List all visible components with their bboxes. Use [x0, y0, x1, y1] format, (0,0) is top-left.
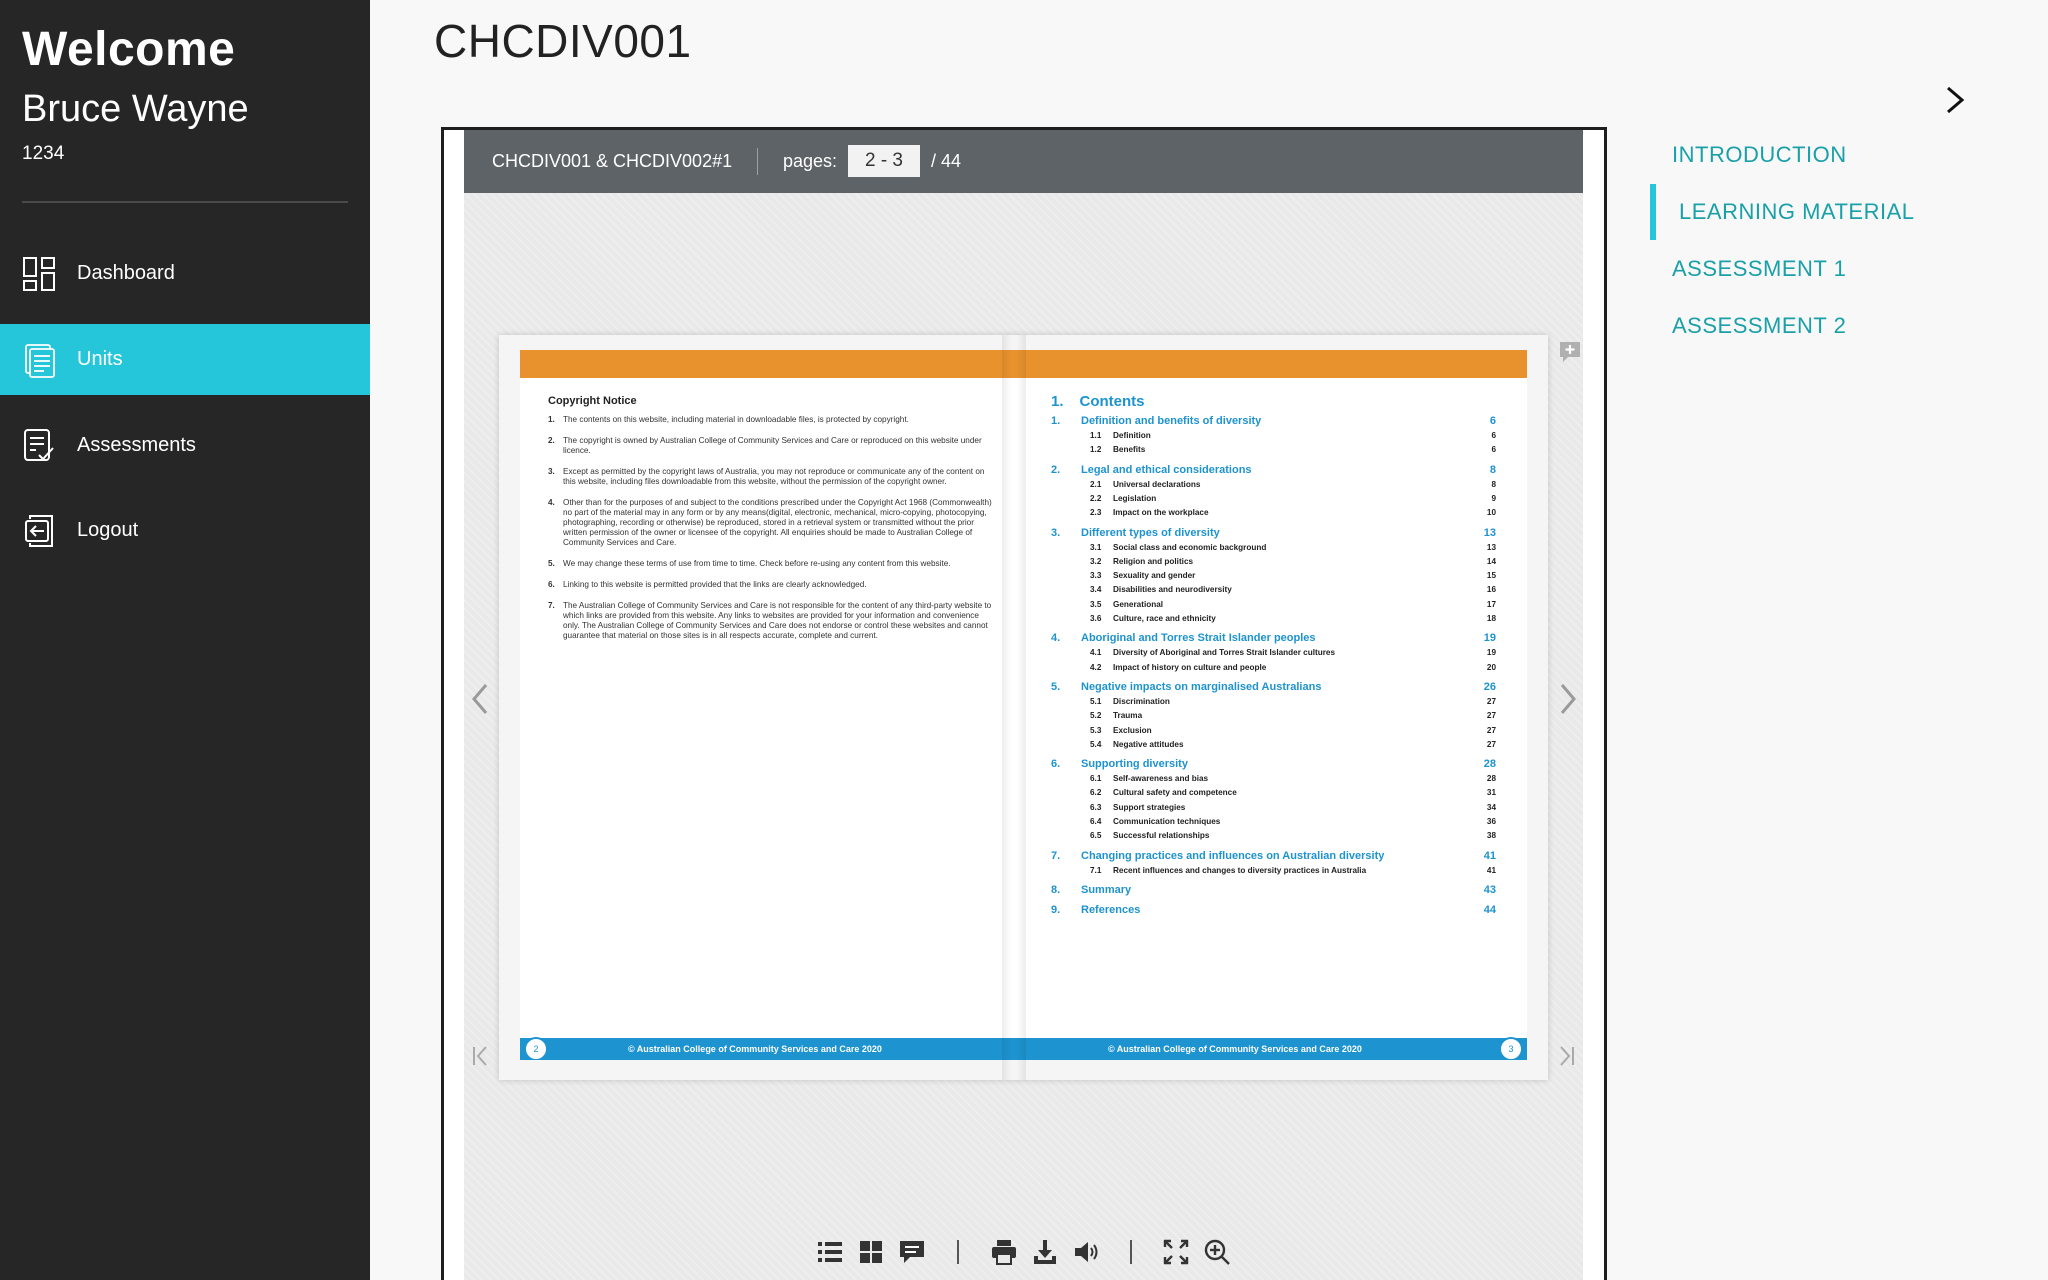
- first-page-icon[interactable]: [470, 1044, 492, 1068]
- toc-title: Diversity of Aboriginal and Torres Strait Islander cultures: [1113, 648, 1336, 658]
- units-icon: [22, 342, 56, 378]
- thumbnails-icon[interactable]: [857, 1238, 885, 1266]
- sidebar-item-label: Dashboard: [77, 262, 175, 284]
- fullscreen-icon[interactable]: [1162, 1238, 1190, 1266]
- toc-page: 15: [1486, 571, 1496, 581]
- toc-title: Aboriginal and Torres Strait Islander peoples: [1081, 632, 1316, 645]
- toc-title: Different types of diversity: [1081, 526, 1220, 539]
- toc-title: References: [1081, 903, 1141, 916]
- toc-number: 2.2: [1090, 493, 1102, 503]
- list-item: [548, 580, 993, 590]
- toc-number: 3.3: [1090, 571, 1102, 581]
- toc-number: 3.6: [1090, 614, 1102, 623]
- toc-title: Benefits: [1113, 445, 1146, 455]
- sidebar: [0, 0, 370, 1280]
- nav-learning-material[interactable]: LEARNING MATERIAL: [1679, 199, 1915, 224]
- item-text: The copyright is owned by Australian College of Community Services and Care or reproduced on this website under licence.: [563, 436, 982, 455]
- page-spread: [499, 335, 1548, 1080]
- toc-subsection-row: [1051, 543, 1496, 556]
- list-item: [548, 436, 993, 456]
- last-page-icon[interactable]: [1555, 1044, 1577, 1068]
- toc-title: Supporting diversity: [1081, 758, 1188, 771]
- welcome-heading: Welcome: [22, 23, 236, 76]
- page-number-badge: 3: [1499, 1037, 1523, 1060]
- toc-number: 5.3: [1090, 725, 1102, 735]
- toc-number: 1.1: [1090, 431, 1102, 440]
- toc-number: 6.4: [1090, 817, 1102, 826]
- page-title: CHCDIV001: [434, 15, 692, 67]
- toc-page: 9: [1491, 493, 1496, 503]
- page-header-band: [520, 350, 1024, 378]
- footer-text: © Australian College of Community Services and Care 2020: [628, 1044, 882, 1054]
- toc-page: 14: [1486, 556, 1496, 566]
- toc-number: 1.: [1051, 415, 1061, 427]
- toc-title: Discrimination: [1113, 696, 1170, 706]
- flipbook-viewer: [464, 130, 1583, 1280]
- toc-title: Universal declarations: [1113, 479, 1201, 489]
- toc-subsection-row: [1051, 557, 1496, 570]
- toolbar-divider: [1130, 1240, 1132, 1264]
- toc-title: Religion and politics: [1113, 556, 1194, 566]
- nav-introduction[interactable]: INTRODUCTION: [1672, 142, 1847, 167]
- user-name: Bruce Wayne: [22, 88, 249, 130]
- toc-number: 9.: [1051, 903, 1061, 916]
- sidebar-item-label: Units: [77, 348, 123, 370]
- page-gutter: [1002, 335, 1026, 1080]
- toc-page: 6: [1491, 445, 1496, 455]
- toc-page: 19: [1483, 632, 1496, 645]
- item-number: 6.: [548, 580, 555, 589]
- toc-title: Self-awareness and bias: [1113, 774, 1209, 784]
- toc-section-row: [1051, 884, 1496, 897]
- page-footer: [520, 1038, 1024, 1060]
- toc-page: 8: [1491, 479, 1496, 489]
- toc-subsection-row: [1051, 817, 1496, 830]
- toc-subsection-row: [1051, 600, 1496, 613]
- pages-label: pages:: [783, 151, 838, 171]
- page-left: [520, 350, 1024, 1060]
- toc-page: 38: [1486, 831, 1496, 841]
- page-footer: [1024, 1038, 1527, 1060]
- add-comment-icon[interactable]: [1558, 340, 1582, 364]
- toc-subsection-row: [1051, 480, 1496, 493]
- sidebar-item-label: Assessments: [77, 434, 196, 456]
- viewer-bottom-toolbar: [464, 1230, 1583, 1270]
- page-header-band: [1024, 350, 1527, 378]
- toc-section-row: [1051, 415, 1496, 428]
- contents-heading: [1051, 393, 1145, 410]
- sidebar-item-dashboard[interactable]: [0, 238, 370, 309]
- toc-title: Negative attitudes: [1113, 739, 1184, 749]
- heading-text: Contents: [1079, 393, 1145, 410]
- toc-title: Generational: [1113, 599, 1164, 609]
- toc-section-row: [1051, 632, 1496, 645]
- item-text: The contents on this website, including material in downloadable files, is protected by copyright.: [563, 415, 909, 424]
- page-number-input[interactable]: [848, 145, 920, 177]
- toc-page: 28: [1483, 758, 1496, 771]
- toc-number: 3.5: [1090, 599, 1102, 609]
- viewer-toolbar: [464, 130, 1583, 193]
- chevron-right-icon[interactable]: [1940, 80, 1970, 120]
- toc-number: 3.: [1051, 526, 1061, 539]
- toc-title: Definition and benefits of diversity: [1081, 415, 1262, 427]
- page-number-badge: 2: [524, 1037, 548, 1060]
- toc-title: Exclusion: [1113, 725, 1152, 735]
- dashboard-icon: [22, 256, 56, 292]
- page-right: [1024, 350, 1527, 1060]
- toc-subsection-row: [1051, 445, 1496, 458]
- active-indicator: [1650, 184, 1656, 240]
- item-number: 1.: [548, 415, 555, 424]
- toc-subsection-row: [1051, 866, 1496, 879]
- toc-page: 13: [1483, 526, 1496, 539]
- toc-section-row: [1051, 464, 1496, 477]
- toc-page: 26: [1483, 680, 1496, 693]
- toc-page: 20: [1486, 662, 1496, 672]
- pages-total: / 44: [931, 151, 962, 171]
- toc-page: 31: [1486, 788, 1496, 798]
- toc-title: Trauma: [1113, 711, 1143, 721]
- toc-number: 7.1: [1090, 865, 1102, 875]
- toc-number: 2.1: [1090, 479, 1102, 489]
- toc-subsection-row: [1051, 726, 1496, 739]
- nav-assessment-1[interactable]: ASSESSMENT 1: [1672, 256, 1847, 281]
- toc-subsection-row: [1051, 494, 1496, 507]
- toc-title: Disabilities and neurodiversity: [1113, 585, 1232, 595]
- item-text: The Australian College of Community Services and Care is not responsible for the content of any third-party website to which links are provided from this website. Any links to websites are provided for your information and convenience only. The Australian College of Community Services and Care does not endorse or control these websites and cannot guarantee that material on those sites is in all respects accurate, complete and current.: [563, 601, 992, 640]
- toc-subsection-row: [1051, 788, 1496, 801]
- sound-icon[interactable]: [1072, 1238, 1100, 1266]
- list-item: [548, 467, 993, 487]
- sidebar-item-logout[interactable]: [0, 495, 370, 566]
- toc-number: 6.1: [1090, 774, 1102, 784]
- logout-icon: [22, 513, 56, 549]
- toc-title: Negative impacts on marginalised Australians: [1081, 680, 1322, 693]
- toc-section-row: [1051, 758, 1496, 771]
- toc-title: Impact of history on culture and people: [1113, 662, 1267, 672]
- list-item: [548, 559, 993, 569]
- toc-page: 41: [1486, 865, 1496, 875]
- toc-title: Impact on the workplace: [1113, 508, 1209, 518]
- previous-page-icon[interactable]: [468, 679, 492, 719]
- toc-number: 5.4: [1090, 739, 1102, 749]
- toc-page: 8: [1489, 463, 1496, 476]
- toc-subsection-row: [1051, 774, 1496, 787]
- item-text: Other than for the purposes of and subject to the conditions prescribed under the Copyright Act 1968 (Commonwealth) no part of the material may in any form or by any means(digital, electronic, mechanical, micro-copying, photocopying, photographing, recording or otherwise) be reproduced, stored in a retrieval system or transmitted without the prior written permission of the owner or licensee of the copyright. All enquiries should be made to Australian College of Community Services and Care.: [563, 498, 992, 547]
- item-number: 7.: [548, 601, 555, 610]
- toc-subsection-row: [1051, 697, 1496, 710]
- toc-title: Support strategies: [1113, 802, 1186, 812]
- toc-subsection-row: [1051, 585, 1496, 598]
- toc-title: Culture, race and ethnicity: [1113, 614, 1216, 623]
- toc-number: 1.2: [1090, 445, 1102, 455]
- sidebar-item-units[interactable]: [0, 324, 370, 395]
- toc-number: 6.3: [1090, 802, 1102, 812]
- toc-page: 43: [1483, 883, 1496, 896]
- item-number: 3.: [548, 467, 555, 476]
- next-page-icon[interactable]: [1556, 679, 1580, 719]
- toc-title: Recent influences and changes to diversity practices in Australia: [1113, 865, 1367, 875]
- toc-title: Summary: [1081, 883, 1132, 896]
- toc-number: 4.2: [1090, 662, 1102, 672]
- toc-page: 36: [1486, 817, 1496, 826]
- toc-subsection-row: [1051, 803, 1496, 816]
- item-text: Except as permitted by the copyright laws of Australia, you may not reproduce or communicate any of the content on this website, including files downloadable from this website, without the permission of the copyright owner.: [563, 467, 985, 486]
- toc-number: 2.3: [1090, 508, 1102, 518]
- toc-subsection-row: [1051, 711, 1496, 724]
- toc-section-row: [1051, 681, 1496, 694]
- toolbar-divider: [757, 148, 758, 175]
- toc-number: 3.1: [1090, 542, 1102, 552]
- toc-number: 7.: [1051, 849, 1061, 862]
- toc-page: 28: [1486, 774, 1496, 784]
- toc-number: 8.: [1051, 883, 1061, 896]
- copyright-list: [548, 415, 993, 652]
- toc-page: 34: [1486, 802, 1496, 812]
- comments-icon[interactable]: [898, 1238, 926, 1266]
- toc-number: 4.1: [1090, 648, 1102, 658]
- list-item: [548, 415, 993, 425]
- toc-subsection-row: [1051, 740, 1496, 753]
- toolbar-divider: [957, 1240, 959, 1264]
- user-id: 1234: [22, 143, 65, 164]
- footer-text: © Australian College of Community Services and Care 2020: [1108, 1044, 1362, 1054]
- document-title: CHCDIV001 & CHCDIV002#1: [492, 151, 733, 171]
- toc-number: 5.: [1051, 680, 1061, 693]
- toc-subsection-row: [1051, 614, 1496, 627]
- toc-page: 17: [1486, 599, 1496, 609]
- toc-page: 44: [1483, 903, 1496, 916]
- toc-page: 19: [1486, 648, 1496, 658]
- toc-title: Legislation: [1113, 493, 1157, 503]
- sidebar-item-assessments[interactable]: [0, 410, 370, 481]
- toc-title: Successful relationships: [1113, 831, 1210, 841]
- download-icon[interactable]: [1031, 1238, 1059, 1266]
- toc-page: 27: [1486, 711, 1496, 721]
- toc-title: Sexuality and gender: [1113, 571, 1196, 581]
- table-of-contents-icon[interactable]: [816, 1238, 844, 1266]
- print-icon[interactable]: [990, 1238, 1018, 1266]
- item-number: 5.: [548, 559, 555, 568]
- toc-number: 6.5: [1090, 831, 1102, 841]
- toc-title: Changing practices and influences on Australian diversity: [1081, 849, 1385, 862]
- toc-title: Definition: [1113, 431, 1151, 440]
- toc-title: Legal and ethical considerations: [1081, 463, 1252, 476]
- toc-subsection-row: [1051, 831, 1496, 844]
- toc-number: 3.4: [1090, 585, 1102, 595]
- toc-page: 6: [1489, 415, 1496, 427]
- item-text: We may change these terms of use from time to time. Check before re-using any content from this website.: [563, 559, 951, 568]
- toc-number: 6.: [1051, 758, 1061, 771]
- toc-number: 6.2: [1090, 788, 1102, 798]
- item-number: 2.: [548, 436, 555, 445]
- toc-number: 5.2: [1090, 711, 1102, 721]
- toc-subsection-row: [1051, 663, 1496, 676]
- toc-page: 27: [1486, 739, 1496, 749]
- toc-title: Cultural safety and competence: [1113, 788, 1237, 798]
- toc-page: 27: [1486, 696, 1496, 706]
- toc-number: 5.1: [1090, 696, 1102, 706]
- toc-page: 13: [1486, 542, 1496, 552]
- list-item: [548, 498, 993, 548]
- toc-section-row: [1051, 850, 1496, 863]
- sidebar-divider: [22, 201, 348, 203]
- toc-number: 4.: [1051, 632, 1061, 645]
- toc-subsection-row: [1051, 431, 1496, 444]
- sidebar-item-label: Logout: [77, 519, 139, 541]
- toc-page: 10: [1486, 508, 1496, 518]
- nav-assessment-2[interactable]: ASSESSMENT 2: [1672, 313, 1847, 338]
- toc-number: 2.: [1051, 463, 1061, 476]
- toc-subsection-row: [1051, 508, 1496, 521]
- toc-section-row: [1051, 904, 1496, 917]
- zoom-in-icon[interactable]: [1203, 1238, 1231, 1266]
- toc-title: Social class and economic background: [1113, 542, 1267, 552]
- toc-title: Communication techniques: [1113, 817, 1221, 826]
- toc-page: 18: [1486, 614, 1496, 623]
- assessments-icon: [22, 428, 56, 464]
- toc-subsection-row: [1051, 571, 1496, 584]
- toc-number: 3.2: [1090, 556, 1102, 566]
- item-text: Linking to this website is permitted provided that the links are clearly acknowledged.: [563, 580, 867, 589]
- toc-subsection-row: [1051, 648, 1496, 661]
- toc-section-row: [1051, 527, 1496, 540]
- list-item: [548, 601, 993, 641]
- toc-page: 6: [1491, 431, 1496, 440]
- copyright-heading: Copyright Notice: [548, 395, 637, 407]
- toc-page: 16: [1486, 585, 1496, 595]
- toc-page: 27: [1486, 725, 1496, 735]
- toc-page: 41: [1483, 849, 1496, 862]
- heading-number: 1.: [1051, 393, 1064, 410]
- item-number: 4.: [548, 498, 555, 507]
